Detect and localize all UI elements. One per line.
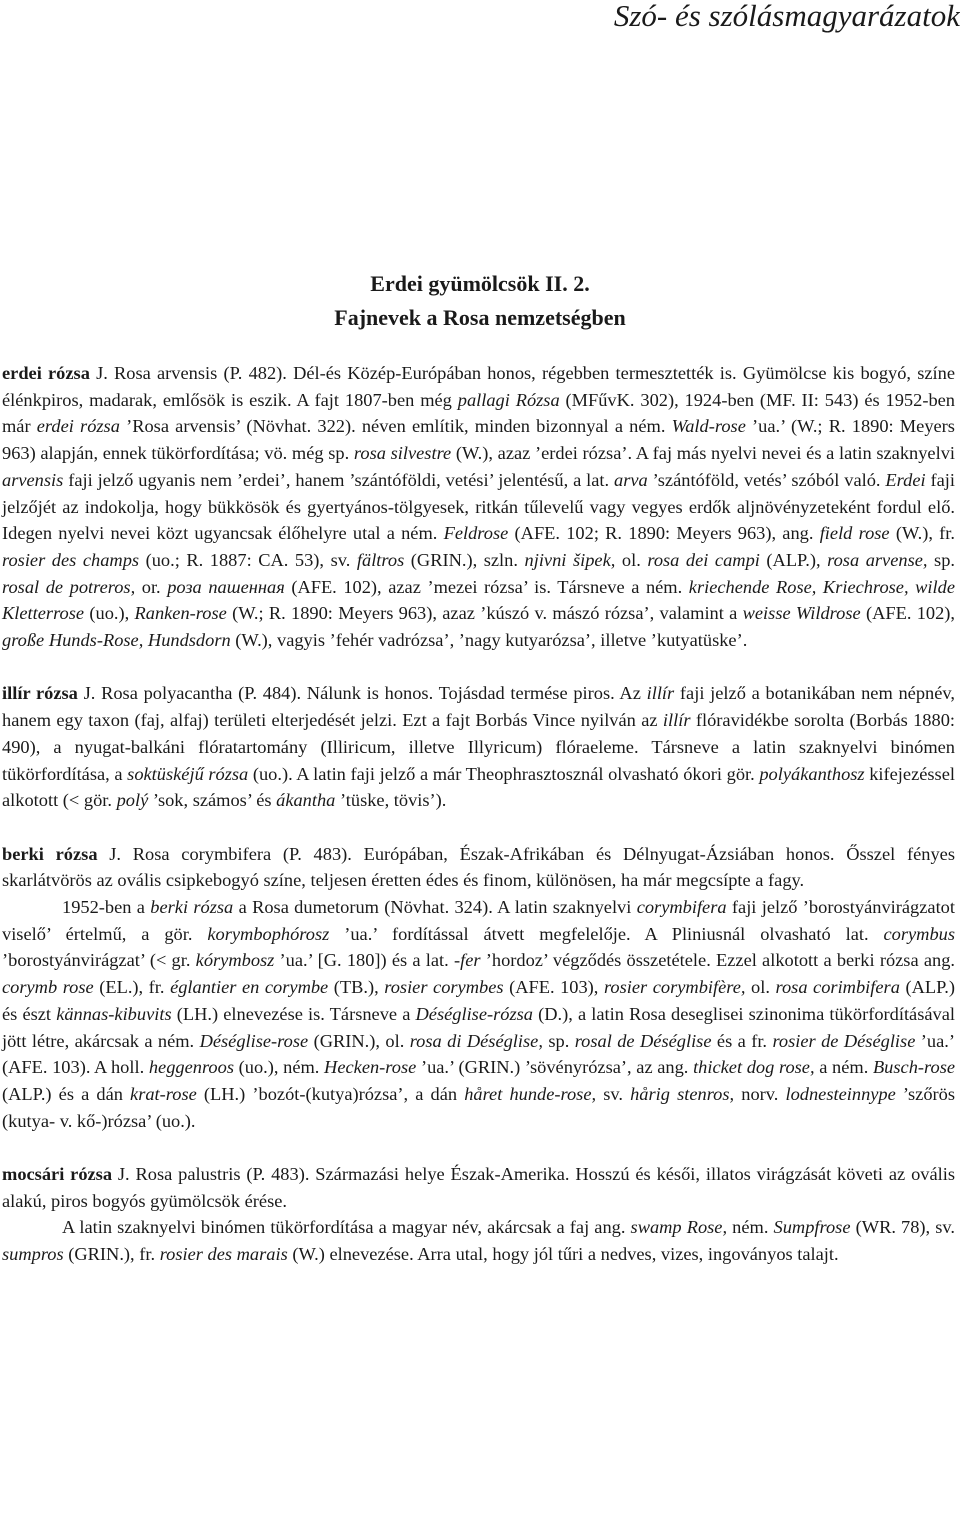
entry-paragraph: berki rózsa J. Rosa corymbifera (P. 483). Európában, Észak-Afrikában és Délnyugat-Ázsiában honos. Ősszel fényes skarlátvörös az ovális csipkebogyó színe, teljesen éretten édes és finom, különösen, ha már megcsípte a fagy. [2,843,955,891]
article-title-block [0,267,960,335]
dictionary-entry [2,1161,955,1268]
dictionary-entry [2,841,955,1135]
dictionary-entry [2,680,955,814]
entry-paragraph: erdei rózsa J. Rosa arvensis (P. 482). Dél-és Közép-Európában honos, régebben termesztették is. Gyümölcse kis bogyó, színe élénkpiros, madarak, emlősök is eszik. A fajt 1807-ben még pallagi Rózsa (MFűvK. 302), 1924-ben (MF. II: 543) és 1952-ben már erdei rózsa ’Rosa arvensis’ (Növhat. 322). néven említik, minden bizonnyal a ném. Wald-rose ’ua.’ (W.; R. 1890: Meyers 963) alapján, ennek tükörfordítása; vö. még sp. rosa silvestre (W.), azaz ’erdei rózsa’. A faj más nyelvi nevei és a latin szaknyelvi arvensis faji jelző ugyanis nem ’erdei’, hanem ’szántóföldi, vetési’ jelentésű, a lat. arva ’szántóföld, vetés’ szóból való. Erdei faji jelzőjét az indokolja, hogy bükkösök és gyertyános-tölgyesek, ritkán tűlevelű vagy vegyes erdők aljnövényzeteként fordul elő. Idegen nyelvi nevei közt ugyancsak élőhelyre utal a ném. Feldrose (AFE. 102; R. 1890: Meyers 963), ang. field rose (W.), fr. rosier des champs (uo.; R. 1887: CA. 53), sv. fältros (GRIN.), szln. njivni šipek, ol. rosa dei campi (ALP.), rosa arvense, sp. rosal de potreros, or. роза пашенная (AFE. 102), azaz ’mezei rózsa’ is. Társneve a ném. kriechende Rose, Kriechrose, wilde Kletterrose (uo.), Ranken-rose (W.; R. 1890: Meyers 963), azaz ’kúszó v. mászó rózsa’, valamint a weisse Wildrose (AFE. 102), große Hunds-Rose, Hundsdorn (W.), vagyis ’fehér vadrózsa’, ’nagy kutyarózsa’, illetve ’kutyatüske’. [2,363,956,651]
article-body [2,360,955,1268]
entry-paragraph: mocsári rózsa J. Rosa palustris (P. 483). Származási helye Észak-Amerika. Hosszú és késői, illatos virágzását követi az ovális alakú, piros bogyós gyümölcsök érése. [2,1164,955,1211]
entry-paragraph: A latin szaknyelvi binómen tükörfordítása a magyar név, akárcsak a faj ang. swamp Rose, ném. Sumpfrose (WR. 78), sv. sumpros (GRIN.), fr. rosier des marais (W.) elnevezése. Arra utal, hogy jól tűri a nedves, vizes, ingoványos talajt. [2,1217,955,1265]
entry-paragraph: 1952-ben a berki rózsa a Rosa dumetorum (Növhat. 324). A latin szaknyelvi corymbifera faji jelző ’borostyánvirágzatot viselő’ értelmű, a gör. korymbophórosz ’ua.’ fordítással átvett megfelelője. A Pliniusnál olvasható lat. corymbus ’borostyánvirágzat’ (< gr. kórymbosz ’ua.’ [G. 180]) és a lat. -fer ’hordoz’ végződés összetétele. Ezzel alkotott a berki rózsa ang. corymb rose (EL.), fr. églantier en corymbe (TB.), rosier corymbes (AFE. 103), rosier corymbifère, ol. rosa corimbifera (ALP.) és észt kännas-kibuvits (LH.) elnevezése is. Társneve a Déséglise-rózsa (D.), a latin Rosa deseglisei szinonima tükörfordításával jött létre, akárcsak a ném. Déséglise-rose (GRIN.), ol. rosa di Déséglise, sp. rosal de Déséglise és a fr. rosier de Déséglise ’ua.’ (AFE. 103). A holl. heggenroos (uo.), ném. Hecken-rose ’ua.’ (GRIN.) ’sövényrózsa’, az ang. thicket dog rose, a ném. Busch-rose (ALP.) és a dán krat-rose (LH.) ’bozót-(kutya)rózsa’, a dán håret hunde-rose, sv. hårig stenros, norv. lodnesteinnype ’szőrös (kutya- v. kő-)rózsa’ (uo.). [2,897,956,1131]
article-subtitle: Fajnevek a Rosa nemzetségben [334,305,626,330]
article-title: Erdei gyümölcsök II. 2. [370,271,590,296]
running-header: Szó- és szólásmagyarázatok [613,0,960,33]
dictionary-entry [2,360,955,654]
entry-paragraph: illír rózsa J. Rosa polyacantha (P. 484). Nálunk is honos. Tojásdad termése piros. Az illír faji jelző a botanikában nem népnév, hanem egy taxon (faj, alfaj) területi elterjedését jelzi. Ezt a fajt Borbás Vince nyilván az illír flóravidékbe sorolta (Borbás 1880: 490), a nyugat-balkáni flóratartomány (Illiricum, illetve Illyricum) flóraeleme. Társneve a latin szaknyelvi binómen tükörfordítása, a soktüskéjű rózsa (uo.). A latin faji jelző a már Theophrasztosznál olvasható ókori gör. polyákanthosz kifejezéssel alkotott (< gör. polý ’sok, számos’ és ákantha ’tüske, tövis’). [2,683,955,811]
